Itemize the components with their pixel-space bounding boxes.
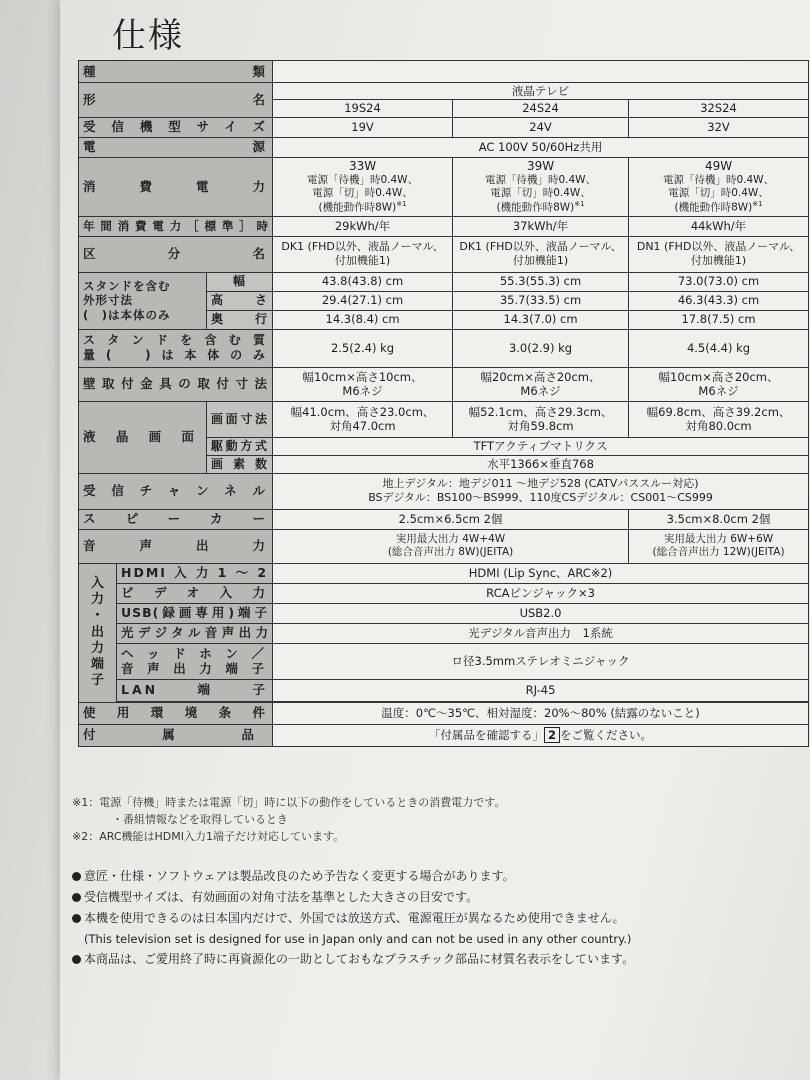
label-headphone: ヘッドホン／ 音声出力端子: [117, 643, 273, 679]
value-optical: 光デジタル音声出力 1系統: [273, 623, 809, 643]
consumption-watts-2: 39W: [526, 158, 555, 173]
annual-3: 44kWh/年: [629, 216, 809, 236]
value-product: 液晶テレビ: [273, 83, 809, 100]
notice-item: 受信機型サイズは、有効画面の対角寸法を基準とした大きさの目安です。: [72, 887, 634, 908]
mass-3: 4.5(4.4) kg: [629, 329, 809, 367]
speaker-3: 3.5cm×8.0cm 2個: [629, 509, 809, 529]
value-shurui-empty: [273, 61, 809, 83]
screen-3: 幅69.8cm、高さ39.2cm、 対角80.0cm: [629, 401, 809, 437]
label-power-source: 電源: [79, 137, 273, 157]
label-mount: 壁取付金具の取付寸法: [79, 367, 273, 401]
height-1: 29.4(27.1) cm: [273, 291, 453, 310]
size-2: 24V: [453, 117, 629, 137]
size-1: 19V: [273, 117, 453, 137]
label-screen: 画面寸法: [207, 401, 273, 437]
channels-satellite: BSデジタル：BS100〜BS999、110度CSデジタル：CS001〜CS999: [368, 491, 713, 505]
screen-2: 幅52.1cm、高さ29.3cm、 対角59.8cm: [453, 401, 629, 437]
value-drive: TFTアクティブマトリクス: [273, 437, 809, 455]
row-size: [79, 117, 809, 137]
label-dimensions: スタンドを含む 外形寸法 ( )は本体のみ: [79, 272, 207, 329]
mount-1: 幅10cm×高さ10cm、 M6ネジ: [273, 367, 453, 401]
label-speaker: スピーカー: [79, 509, 273, 529]
bullet-icon: [72, 955, 81, 964]
notice-item: 意匠・仕様・ソフトウェアは製品改良のため予告なく変更する場合があります。: [72, 866, 634, 887]
label-lan: LAN端子: [117, 679, 273, 701]
annual-2: 37kWh/年: [453, 216, 629, 236]
value-headphone: ロ径3.5mmステレオミニジャック: [273, 643, 809, 679]
row-speaker: [79, 509, 809, 529]
value-power-source: AC 100V 50/60Hz共用: [273, 137, 809, 157]
label-lcd: 液晶画面: [79, 401, 207, 473]
annual-1: 29kWh/年: [273, 216, 453, 236]
notice-item: 本商品は、ご愛用終了時に再資源化の一助としておもなプラスチック部品に材質名表示をしています。: [72, 949, 634, 970]
bullet-icon: [72, 893, 81, 902]
consumption-watts-1: 33W: [348, 158, 377, 173]
depth-1: 14.3(8.4) cm: [273, 310, 453, 329]
depth-3: 17.8(7.5) cm: [629, 310, 809, 329]
mount-2: 幅20cm×高さ20cm、 M6ネジ: [453, 367, 629, 401]
label-mass: スタンドを含む質 量( )は本体のみ: [79, 329, 273, 367]
width-1: 43.8(43.8) cm: [273, 272, 453, 291]
model-3: 32S24: [629, 100, 809, 117]
consumption-function: (機能動作時8W)$^{※1}$: [496, 200, 585, 214]
label-optical: 光デジタル音声出力: [117, 623, 273, 643]
category-2: DK1 (FHD以外、液晶ノーマル、付加機能1): [453, 236, 629, 272]
consumption-standby: 電源「待機」時0.4W、: [662, 173, 775, 186]
value-channels: [273, 473, 809, 509]
row-mount: [79, 367, 809, 401]
row-category: [79, 236, 809, 272]
row-environment: [79, 702, 809, 724]
bullet-icon: [72, 914, 81, 923]
label-channels: 受信チャンネル: [79, 473, 273, 509]
label-io: 入 力 ・ 出 力 端 子: [79, 563, 117, 702]
width-3: 73.0(73.0) cm: [629, 272, 809, 291]
spec-table: [78, 60, 809, 747]
value-video: RCAピンジャック×3: [273, 583, 809, 603]
label-hdmi: HDMI入力1〜2: [117, 563, 273, 583]
row-mass: [79, 329, 809, 367]
speaker-1-2: 2.5cm×6.5cm 2個: [273, 509, 629, 529]
label-katamei: 形名: [79, 83, 273, 118]
category-1: DK1 (FHD以外、液晶ノーマル、付加機能1): [273, 236, 453, 272]
consumption-standby: 電源「待機」時0.4W、: [306, 173, 419, 186]
label-category: 区分名: [79, 236, 273, 272]
size-3: 32V: [629, 117, 809, 137]
notice-item: 本機を使用できるのは日本国内だけで、外国では放送方式、電源電圧が異なるため使用できません。: [72, 908, 634, 929]
label-annual: 年間消費電力［標準］時: [79, 216, 273, 236]
label-video: ビデオ入力: [117, 583, 273, 603]
consumption-off: 電源「切」時0.4W、: [668, 186, 769, 199]
value-accessories: [273, 724, 809, 746]
screen-1: 幅41.0cm、高さ23.0cm、 対角47.0cm: [273, 401, 453, 437]
footnote-1-item: ・番組情報などを取得しているとき: [112, 813, 288, 827]
row-audio: [79, 529, 809, 563]
row-shurui: [79, 61, 809, 83]
consumption-standby: 電源「待機」時0.4W、: [484, 173, 597, 186]
footnote-1: ※1：電源「待機」時または電源「切」時に以下の動作をしているときの消費電力です。: [72, 796, 506, 809]
consumption-function: (機能動作時8W)$^{※1}$: [318, 200, 407, 214]
label-pixels: 画素数: [207, 455, 273, 473]
row-video: [79, 583, 809, 603]
consumption-2: [453, 157, 629, 216]
value-environment: 温度：0℃〜35℃、相対湿度：20%〜80% (結露のないこと): [273, 702, 809, 724]
channels-terrestrial: 地上デジタル：地デジ011 〜地デジ528 (CATVパススルー対応): [382, 477, 699, 491]
row-channels: [79, 473, 809, 509]
width-2: 55.3(55.3) cm: [453, 272, 629, 291]
label-usb: USB(録画専用)端子: [117, 603, 273, 623]
row-product: [79, 83, 809, 100]
value-pixels: 水平1366×垂直768: [273, 455, 809, 473]
height-2: 35.7(33.5) cm: [453, 291, 629, 310]
accessories-text-after: をご覧ください。: [560, 727, 653, 742]
label-width: 幅: [207, 272, 273, 291]
row-headphone: [79, 643, 809, 679]
row-consumption: [79, 157, 809, 216]
row-width: [79, 272, 809, 291]
row-hdmi: [79, 563, 809, 583]
model-2: 24S24: [453, 100, 629, 117]
mass-1: 2.5(2.4) kg: [273, 329, 453, 367]
notice-list: [72, 866, 634, 970]
row-annual: [79, 216, 809, 236]
model-1: 19S24: [273, 100, 453, 117]
value-hdmi: HDMI (Lip Sync、ARC※2): [273, 563, 809, 583]
label-audio: 音声出力: [79, 529, 273, 563]
row-lan: [79, 679, 809, 701]
bullet-icon: [72, 872, 81, 881]
label-depth: 奥行: [207, 310, 273, 329]
row-usb: [79, 603, 809, 623]
consumption-3: [629, 157, 809, 216]
value-lan: RJ-45: [273, 679, 809, 701]
page-reference[interactable]: 2: [544, 727, 560, 743]
footnotes: [72, 794, 505, 845]
label-size: 受信機型サイズ: [79, 117, 273, 137]
label-drive: 駆動方式: [207, 437, 273, 455]
label-consumption: 消費電力: [79, 157, 273, 216]
notice-english: (This television set is designed for use in Japan only and can not be used in any other country.): [84, 932, 632, 946]
row-optical: [79, 623, 809, 643]
audio-1-2: 実用最大出力 4W+4W (総合音声出力 8W)(JEITA): [273, 529, 629, 563]
mount-3: 幅10cm×高さ20cm、 M6ネジ: [629, 367, 809, 401]
consumption-function: (機能動作時8W)$^{※1}$: [674, 200, 763, 214]
value-usb: USB2.0: [273, 603, 809, 623]
row-accessories: [79, 724, 809, 746]
consumption-1: [273, 157, 453, 216]
consumption-off: 電源「切」時0.4W、: [312, 186, 413, 199]
label-height: 高さ: [207, 291, 273, 310]
depth-2: 14.3(7.0) cm: [453, 310, 629, 329]
label-environment: 使用環境条件: [79, 702, 273, 724]
audio-3: 実用最大出力 6W+6W (総合音声出力 12W)(JEITA): [629, 529, 809, 563]
accessories-text-before: 「付属品を確認する」: [429, 727, 545, 742]
consumption-watts-3: 49W: [704, 158, 733, 173]
consumption-off: 電源「切」時0.4W、: [490, 186, 591, 199]
mass-2: 3.0(2.9) kg: [453, 329, 629, 367]
label-accessories: 付属品: [79, 724, 273, 746]
row-power-source: [79, 137, 809, 157]
row-screen: [79, 401, 809, 437]
height-3: 46.3(43.3) cm: [629, 291, 809, 310]
category-3: DN1 (FHD以外、液晶ノーマル、付加機能1): [629, 236, 809, 272]
footnote-2: ※2：ARC機能はHDMI入力1端子だけ対応しています。: [72, 830, 345, 844]
label-shurui: 種類: [79, 61, 273, 83]
page-title: 仕様: [112, 16, 184, 56]
